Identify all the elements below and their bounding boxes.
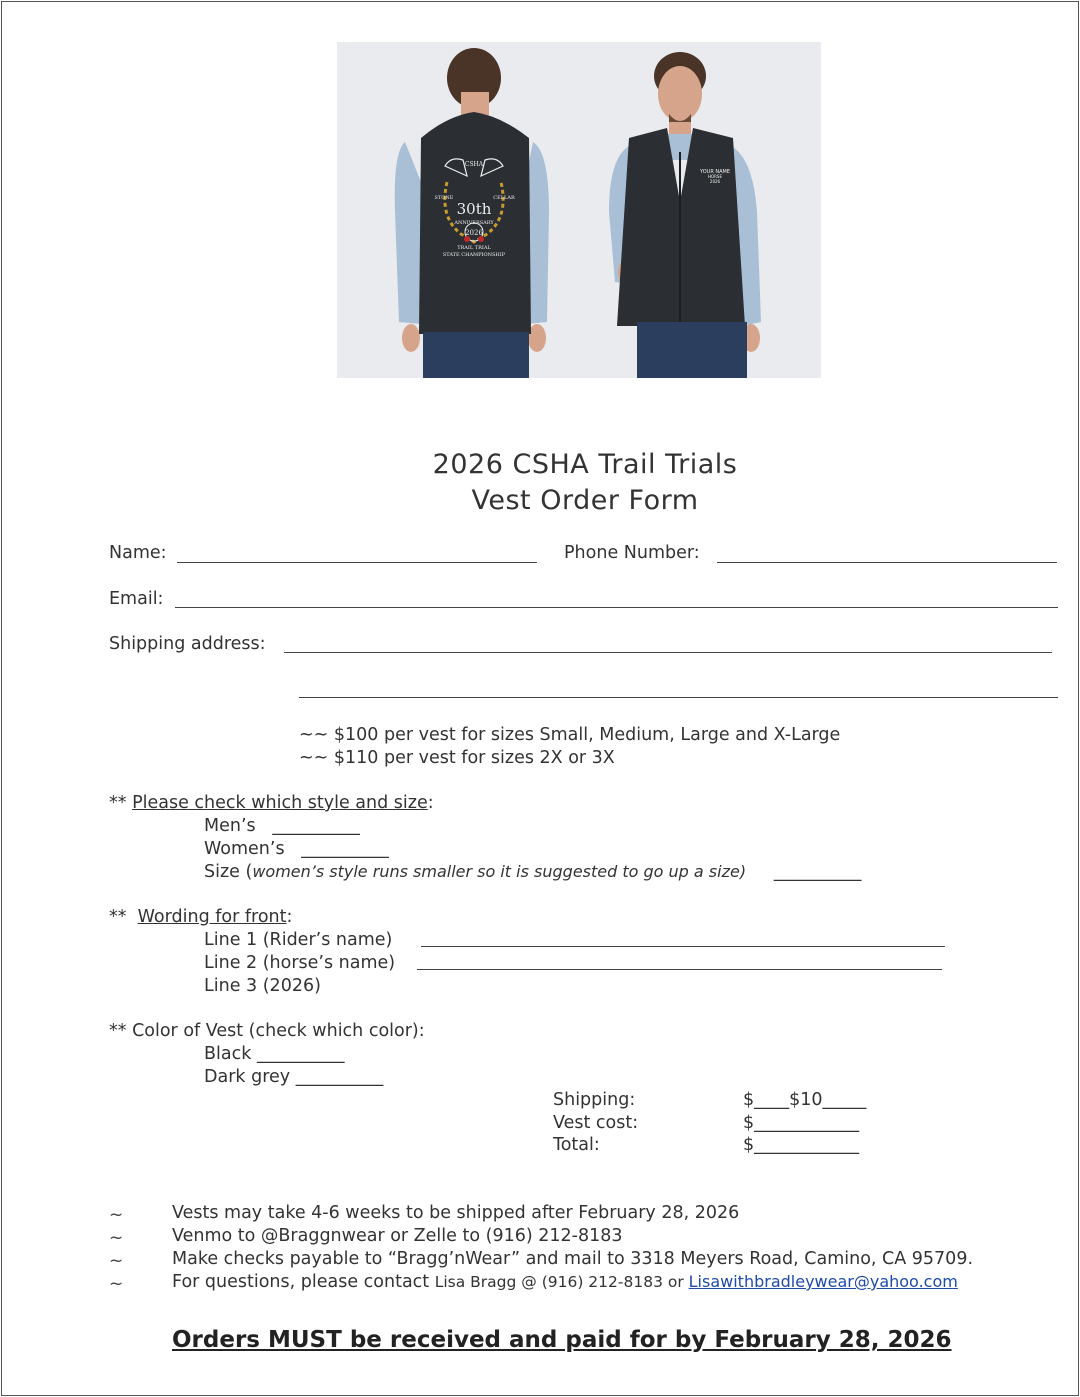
- mens-blank[interactable]: __________: [272, 816, 360, 836]
- note-shipping-time: Vests may take 4-6 weeks to be shipped after February 28, 2026: [172, 1203, 740, 1223]
- color-heading: ** Color of Vest (check which color):: [109, 1021, 425, 1041]
- note-bullet-4: ~: [109, 1274, 124, 1294]
- note-contact-text: For questions, please contact: [172, 1272, 435, 1292]
- address-field-1[interactable]: [284, 652, 1052, 653]
- wording-heading: [109, 907, 292, 927]
- womens-option[interactable]: [204, 839, 389, 859]
- black-option[interactable]: [204, 1044, 344, 1064]
- form-title-line-2: Vest Order Form: [471, 485, 699, 516]
- size-note: women’s style runs smaller so it is suggested to go up a size): [252, 862, 747, 881]
- back-vest-text-6: 2026: [465, 229, 483, 237]
- note-contact: [172, 1272, 958, 1292]
- size-blank[interactable]: __________: [773, 862, 862, 882]
- address-field-2[interactable]: [299, 697, 1058, 698]
- note-bullet-3: ~: [109, 1251, 124, 1271]
- front-vest-text-3: 2026: [709, 179, 721, 184]
- dark-grey-option[interactable]: [204, 1067, 383, 1087]
- womens-label: Women’s: [204, 839, 285, 859]
- wording-colon: :: [286, 907, 293, 927]
- size-label: Size (: [204, 862, 253, 882]
- phone-label: Phone Number:: [564, 543, 700, 563]
- address-label: Shipping address:: [109, 634, 266, 654]
- shipping-value: $____$10_____: [743, 1090, 867, 1110]
- wording-line-1-field[interactable]: [421, 946, 945, 947]
- mens-label: Men’s: [204, 816, 256, 836]
- phone-field[interactable]: [717, 562, 1057, 563]
- back-vest-text-5: ANNIVERSARY: [454, 220, 494, 226]
- front-vest-text-1: YOUR NAME: [699, 169, 731, 175]
- front-vest-text-2: HORSE: [707, 174, 723, 179]
- note-bullet-2: ~: [109, 1228, 124, 1248]
- black-blank[interactable]: __________: [256, 1044, 345, 1064]
- dark-grey-blank[interactable]: __________: [295, 1067, 384, 1087]
- style-colon: :: [427, 793, 434, 813]
- vest-cost-label: Vest cost:: [553, 1113, 639, 1133]
- note-checks: Make checks payable to “Bragg’nWear” and mail to 3318 Meyers Road, Camino, CA 95709.: [172, 1249, 974, 1269]
- wording-line-1-label: Line 1 (Rider’s name): [204, 930, 393, 950]
- front-view-model: [609, 52, 761, 378]
- size-option[interactable]: [204, 862, 861, 882]
- vest-cost-field[interactable]: $____________: [743, 1113, 860, 1133]
- email-field[interactable]: [175, 607, 1058, 608]
- wording-line-2-label: Line 2 (horse’s name): [204, 953, 396, 973]
- wording-line-3-label: Line 3 (2026): [204, 976, 321, 996]
- price-line-2: ~~ $110 per vest for sizes 2X or 3X: [299, 748, 615, 768]
- price-line-1: ~~ $100 per vest for sizes Small, Medium, Large and X-Large: [299, 725, 841, 745]
- name-field[interactable]: [177, 562, 537, 563]
- order-deadline: Orders MUST be received and paid for by February 28, 2026: [172, 1327, 952, 1353]
- back-vest-text-8: STATE CHAMPIONSHIP: [442, 252, 506, 258]
- total-field[interactable]: $____________: [743, 1135, 860, 1155]
- back-vest-text-3: CELLAR: [493, 195, 515, 201]
- wording-prefix: **: [109, 907, 127, 927]
- contact-email-link[interactable]: Lisawithbradleywear@yahoo.com: [688, 1272, 958, 1291]
- note-bullet-1: ~: [109, 1205, 124, 1225]
- mens-option[interactable]: [204, 816, 360, 836]
- style-heading-text: Please check which style and size: [132, 793, 428, 813]
- note-payment: Venmo to @Braggnwear or Zelle to (916) 212-8183: [172, 1226, 623, 1246]
- wording-line-2-field[interactable]: [417, 969, 942, 970]
- style-heading: [109, 793, 434, 813]
- style-prefix: **: [109, 793, 127, 813]
- black-label: Black: [204, 1044, 252, 1064]
- wording-heading-text: Wording for front: [137, 907, 287, 927]
- email-label: Email:: [109, 589, 164, 609]
- back-vest-text-1: CSHA: [464, 161, 484, 168]
- note-contact-person: Lisa Bragg @ (916) 212-8183 or: [434, 1273, 689, 1291]
- form-title-line-1: 2026 CSHA Trail Trials: [432, 449, 738, 480]
- back-vest-text-4: 30th: [456, 200, 492, 218]
- back-vest-text-7: TRAIL TRIAL: [457, 245, 491, 251]
- total-label: Total:: [553, 1135, 600, 1155]
- shipping-label: Shipping:: [553, 1090, 636, 1110]
- dark-grey-label: Dark grey: [204, 1067, 291, 1087]
- name-label: Name:: [109, 543, 167, 563]
- back-vest-text-2: STONE: [434, 195, 454, 201]
- vest-photo: [337, 42, 821, 378]
- womens-blank[interactable]: __________: [301, 839, 389, 859]
